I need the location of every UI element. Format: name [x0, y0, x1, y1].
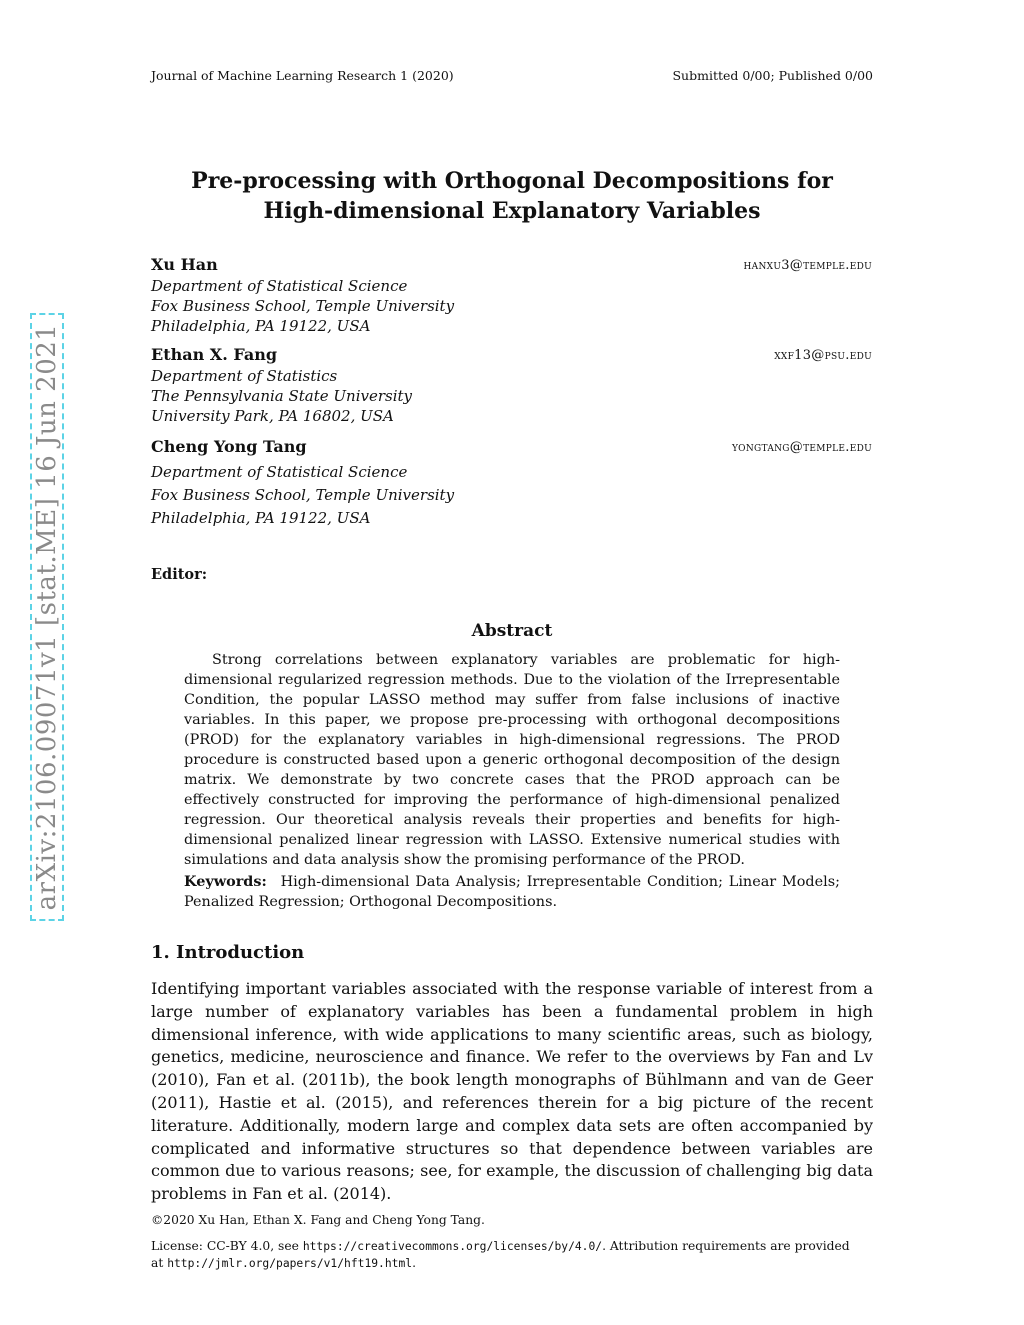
affiliation-line: University Park, PA 16802, USA	[151, 407, 394, 425]
introduction-body	[151, 978, 873, 1206]
license-link[interactable]: https://creativecommons.org/licenses/by/4.0/	[302, 1240, 603, 1253]
introduction-paragraph: Identifying important variables associated with the response variable of interest from a large number of explanatory variables has been a fundamental problem in high dimensional inference, with wide applications to many scientific areas, such as biology, genetics, medicine, neuroscience and finance. We refer to the overviews by Fan and Lv (2010), Fan et al. (2011b), the book length monographs of Bühlmann and van de Geer (2011), Hastie et al. (2015), and references therein for a big picture of the recent literature. Additionally, modern large and complex data sets are often accompanied by complicated and informative structures so that dependence between variables are common due to various reasons; see, for example, the discussion of challenging big data problems in Fan et al. (2014).	[151, 979, 873, 1204]
abstract-heading: Abstract	[471, 621, 553, 641]
affiliation-line: Department of Statistical Science	[151, 277, 408, 295]
author-name: Ethan X. Fang	[151, 345, 278, 364]
license-prefix: License: CC-BY 4.0, see	[151, 1239, 299, 1253]
paper-title-line-2: High-dimensional Explanatory Variables	[263, 198, 761, 224]
author-affiliation	[151, 366, 412, 426]
affiliation-line: Fox Business School, Temple University	[151, 297, 455, 315]
keywords-label: Keywords:	[184, 873, 267, 890]
keywords-text: High-dimensional Data Analysis; Irrepresentable Condition; Linear Models; Penalized Regression; Orthogonal Decompositions.	[184, 874, 840, 910]
arxiv-stamp[interactable]	[30, 313, 64, 921]
paper-link[interactable]: http://jmlr.org/papers/v1/hft19.html	[167, 1257, 413, 1270]
abstract-body	[184, 650, 840, 912]
author-affiliation	[151, 461, 454, 530]
author-name: Xu Han	[151, 255, 218, 274]
affiliation-line: Fox Business School, Temple University	[151, 486, 455, 504]
section-heading: 1. Introduction	[151, 942, 305, 963]
keywords	[184, 872, 840, 912]
affiliation-line: Department of Statistics	[151, 367, 338, 385]
license-at: at	[151, 1256, 164, 1270]
arxiv-stamp-text: arXiv:2106.09071v1 [stat.ME] 16 Jun 2021	[32, 323, 62, 911]
paper-title-line-1: Pre-processing with Orthogonal Decompositions for	[191, 168, 833, 194]
author-name: Cheng Yong Tang	[151, 437, 307, 456]
author-affiliation	[151, 276, 454, 336]
license-end: .	[412, 1256, 416, 1270]
affiliation-line: Philadelphia, PA 19122, USA	[151, 509, 371, 527]
affiliation-line: Department of Statistical Science	[151, 463, 408, 481]
author-email[interactable]: yongtang@temple.edu	[731, 440, 872, 455]
license-mid: . Attribution requirements are provided	[602, 1239, 850, 1253]
journal-header: Journal of Machine Learning Research 1 (2020)	[151, 68, 454, 83]
author-email[interactable]: xxf13@psu.edu	[774, 348, 872, 363]
submission-dates: Submitted 0/00; Published 0/00	[672, 68, 873, 83]
editor-label: Editor:	[151, 566, 208, 583]
license-notice	[151, 1238, 873, 1272]
copyright-notice: ©2020 Xu Han, Ethan X. Fang and Cheng Yong Tang.	[151, 1213, 485, 1227]
affiliation-line: Philadelphia, PA 19122, USA	[151, 317, 371, 335]
affiliation-line: The Pennsylvania State University	[151, 387, 413, 405]
author-email[interactable]: hanxu3@temple.edu	[743, 258, 872, 273]
abstract-text: Strong correlations between explanatory variables are problematic for high-dimensional regularized regression methods. Due to the violation of the Irrepresentable Condition, the popular LASSO method may suffer from false inclusions of inactive variables. In this paper, we propose pre-processing with orthogonal decompositions (PROD) for the explanatory variables in high-dimensional regressions. The PROD procedure is constructed based upon a generic orthogonal decomposition of the design matrix. We demonstrate by two concrete cases that the PROD approach can be effectively constructed for improving the performance of high-dimensional penalized regression. Our theoretical analysis reveals their properties and benefits for high-dimensional penalized linear regression with LASSO. Extensive numerical studies with simulations and data analysis show the promising performance of the PROD.	[184, 652, 840, 868]
